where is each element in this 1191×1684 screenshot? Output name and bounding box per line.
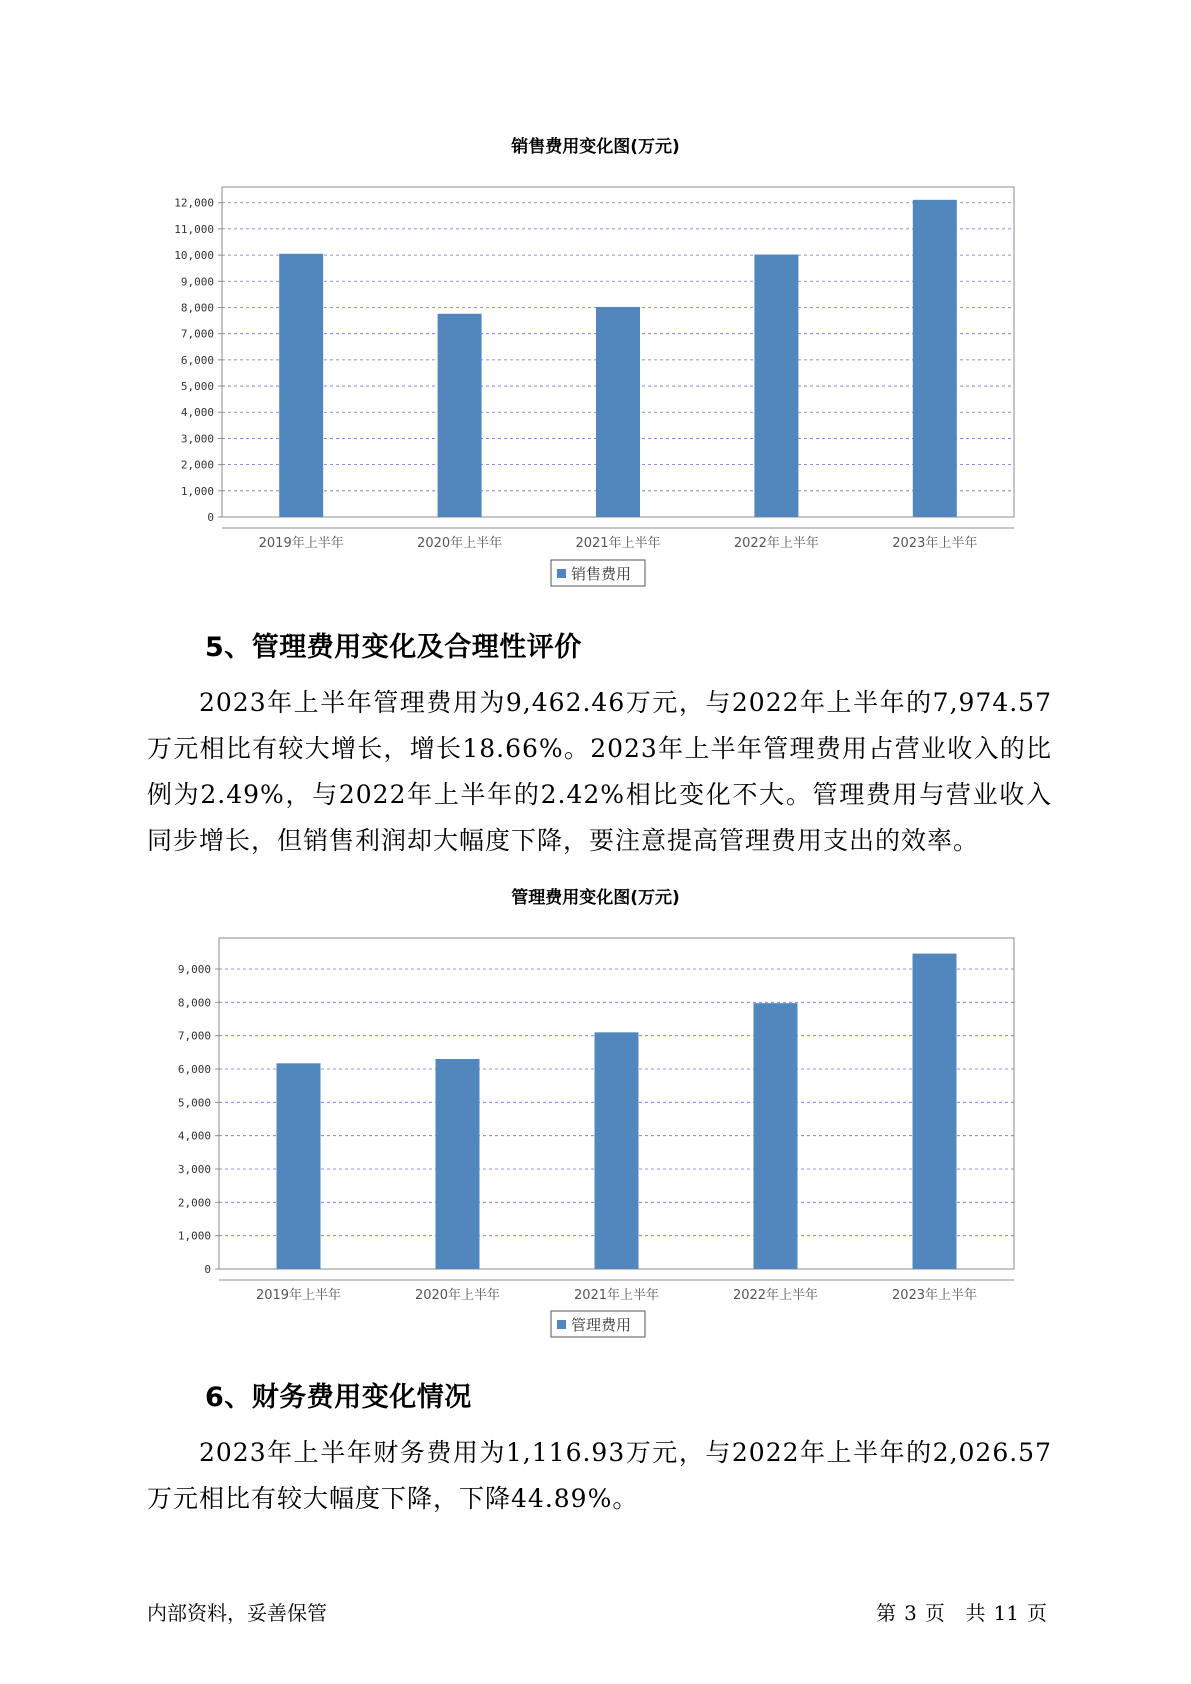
legend <box>551 1311 645 1337</box>
legend-swatch <box>557 1320 566 1329</box>
y-tick-label: 5,000 <box>177 1096 211 1110</box>
y-tick-label: 0 <box>204 1263 211 1276</box>
x-tick-label: 2021年上半年 <box>573 1288 660 1303</box>
footer-page-info <box>872 1597 1051 1626</box>
section-5-heading: 5、管理费用变化及合理性评价 <box>205 632 582 663</box>
x-tick-label: 2022年上半年 <box>732 1288 819 1303</box>
section-6-heading: 6、财务费用变化情况 <box>205 1382 472 1413</box>
footer-total-unit: 页 <box>1027 1601 1047 1625</box>
bar <box>913 954 957 1269</box>
y-tick-label: 12,000 <box>174 196 214 210</box>
section-6-paragraph: 2023年上半年财务费用为1,116.93万元，与2022年上半年的2,026.57万元相比有较大幅度下降，下降44.89%。 <box>147 1438 1052 1513</box>
y-tick-label: 0 <box>207 511 214 524</box>
section-5-paragraph: 2023年上半年管理费用为9,462.46万元，与2022年上半年的7,974.57万元相比有较大增长，增长18.66%。2023年上半年管理费用占营业收入的比例为2.49%，与2022年上半年的2.42%相比变化不大。管理费用与营业收入同步增长，但销售利润却大幅度下降，要注意提高管理费用支出的效率。 <box>147 688 1052 855</box>
bar <box>754 1003 798 1269</box>
y-tick-label: 1,000 <box>177 1229 211 1243</box>
y-tick-label: 9,000 <box>180 275 214 289</box>
admin-expense-chart-title: 管理费用变化图(万元) <box>511 888 680 908</box>
x-tick-label: 2023年上半年 <box>891 1288 978 1303</box>
x-tick-label: 2019年上半年 <box>255 1288 342 1303</box>
y-tick-label: 7,000 <box>180 327 214 341</box>
x-tick-label: 2020年上半年 <box>414 1288 501 1303</box>
x-tick-label: 2022年上半年 <box>733 536 819 551</box>
y-tick-label: 2,000 <box>177 1196 211 1210</box>
footer-confidential-note: 内部资料，妥善保管 <box>147 1601 327 1625</box>
y-tick-label: 6,000 <box>177 1063 211 1076</box>
y-tick-label: 4,000 <box>180 406 214 420</box>
x-tick-label: 2019年上半年 <box>258 536 344 551</box>
y-tick-label: 3,000 <box>177 1163 211 1176</box>
y-tick-label: 7,000 <box>177 1029 211 1043</box>
y-tick-label: 5,000 <box>180 380 214 394</box>
legend-label: 管理费用 <box>571 1316 632 1334</box>
y-tick-label: 2,000 <box>180 458 214 472</box>
y-tick-label: 6,000 <box>180 353 214 367</box>
footer-total-pages: 11 <box>993 1601 1019 1625</box>
footer-page-number: 3 <box>904 1601 917 1625</box>
bar <box>595 1032 639 1269</box>
legend-label: 销售费用 <box>571 565 632 583</box>
y-tick-label: 8,000 <box>177 996 211 1010</box>
x-tick-label: 2023年上半年 <box>892 536 978 551</box>
y-tick-label: 8,000 <box>180 301 214 315</box>
x-tick-label: 2020年上半年 <box>417 536 503 551</box>
y-tick-label: 10,000 <box>174 249 214 263</box>
bar <box>436 1059 480 1269</box>
y-tick-label: 9,000 <box>177 963 211 976</box>
footer-page-prefix: 第 <box>876 1601 897 1625</box>
y-tick-label: 1,000 <box>180 484 214 498</box>
sales-expense-chart-title: 销售费用变化图(万元) <box>511 137 680 157</box>
x-tick-label: 2021年上半年 <box>575 536 661 551</box>
footer-page-unit: 页 <box>924 1601 945 1625</box>
y-tick-label: 4,000 <box>177 1129 211 1143</box>
y-tick-label: 11,000 <box>174 222 214 236</box>
footer-total-prefix: 共 <box>965 1601 986 1625</box>
y-tick-label: 3,000 <box>180 432 214 446</box>
bar <box>277 1063 321 1269</box>
